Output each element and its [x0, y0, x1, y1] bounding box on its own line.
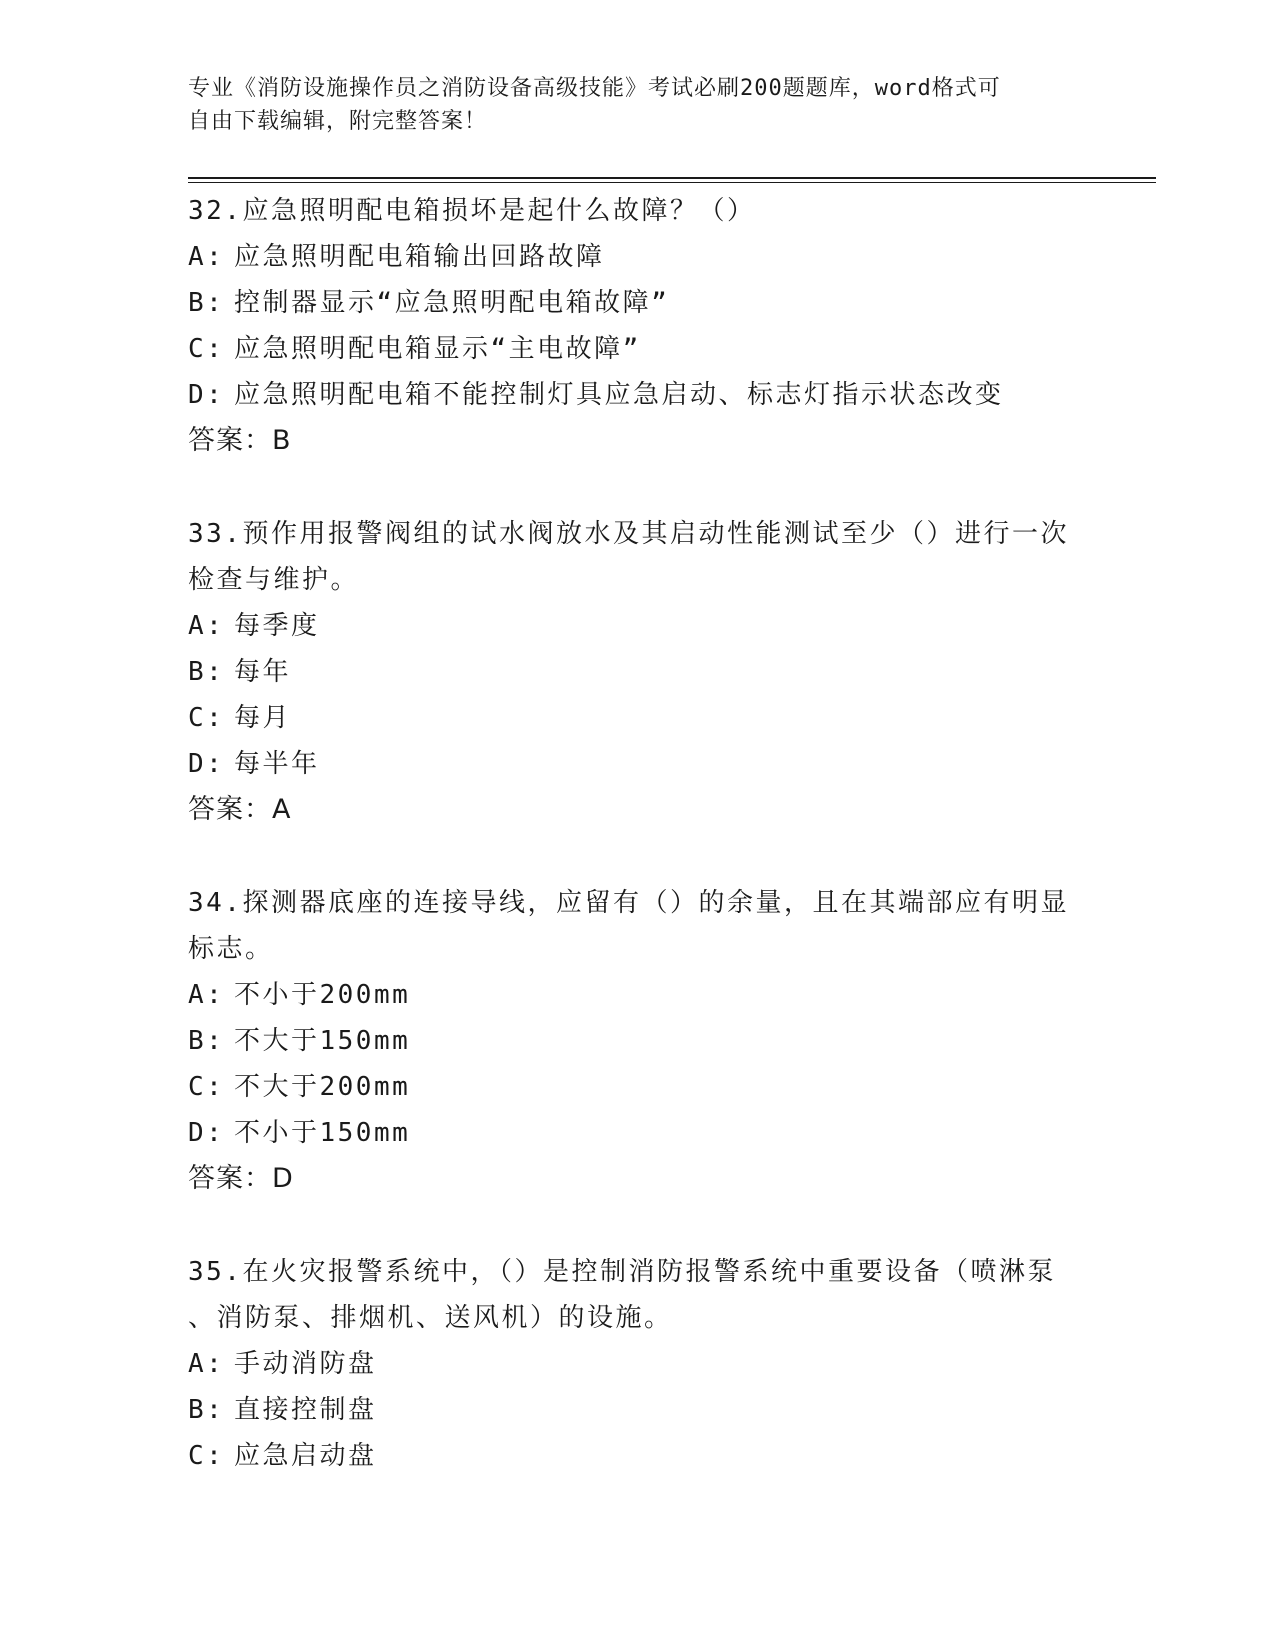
- option-b: [188, 1018, 1088, 1064]
- question-block: [188, 188, 1088, 464]
- option-letter: C:: [188, 334, 225, 364]
- document-header: [188, 72, 1088, 138]
- option-c: [188, 326, 1088, 372]
- header-divider-thick: [188, 177, 1156, 179]
- option-text: 每季度: [234, 611, 320, 641]
- question-block: [188, 880, 1088, 1202]
- option-b: [188, 1387, 1088, 1433]
- option-letter: A:: [188, 980, 225, 1010]
- option-a: [188, 234, 1088, 280]
- option-c: [188, 1064, 1088, 1110]
- option-letter: B:: [188, 657, 225, 687]
- option-letter: D:: [188, 1118, 225, 1148]
- question-stem-continued: 、消防泵、排烟机、送风机）的设施。: [188, 1303, 673, 1333]
- question-stem-continued: 标志。: [188, 934, 274, 964]
- option-text: 应急启动盘: [234, 1441, 377, 1471]
- option-text: 不大于150mm: [234, 1026, 411, 1056]
- option-text: 手动消防盘: [234, 1349, 377, 1379]
- option-a: [188, 972, 1088, 1018]
- option-letter: C:: [188, 1072, 225, 1102]
- option-d: [188, 372, 1088, 418]
- question-stem-continued: 检查与维护。: [188, 565, 360, 595]
- question-stem: 34.探测器底座的连接导线，应留有（）的余量，且在其端部应有明显: [188, 888, 1069, 918]
- option-text: 不小于150mm: [234, 1118, 411, 1148]
- question-list: [188, 188, 1088, 1526]
- option-text: 每半年: [234, 749, 320, 779]
- option-text: 不小于200mm: [234, 980, 411, 1010]
- option-c: [188, 695, 1088, 741]
- option-letter: D:: [188, 380, 225, 410]
- question-stem: 35.在火灾报警系统中，（）是控制消防报警系统中重要设备（喷淋泵: [188, 1257, 1056, 1287]
- option-a: [188, 1341, 1088, 1387]
- question-block: [188, 1249, 1088, 1479]
- option-text: 控制器显示“应急照明配电箱故障”: [234, 288, 670, 318]
- option-letter: A:: [188, 611, 225, 641]
- answer-line: 答案：B: [188, 425, 292, 456]
- option-text: 每年: [234, 657, 292, 687]
- option-text: 直接控制盘: [234, 1395, 377, 1425]
- option-b: [188, 649, 1088, 695]
- question-stem: 32.应急照明配电箱损坏是起什么故障？（）: [188, 196, 756, 226]
- option-letter: A:: [188, 1349, 225, 1379]
- option-letter: A:: [188, 242, 225, 272]
- answer-line: 答案：D: [188, 1163, 294, 1194]
- option-a: [188, 603, 1088, 649]
- option-b: [188, 280, 1088, 326]
- option-letter: D:: [188, 749, 225, 779]
- header-line: 自由下载编辑，附完整答案！: [188, 109, 488, 134]
- option-text: 应急照明配电箱不能控制灯具应急启动、标志灯指示状态改变: [234, 380, 1004, 410]
- option-text: 不大于200mm: [234, 1072, 411, 1102]
- option-d: [188, 741, 1088, 787]
- option-text: 每月: [234, 703, 292, 733]
- option-letter: B:: [188, 1395, 225, 1425]
- answer-line: 答案：A: [188, 794, 292, 825]
- option-letter: C:: [188, 1441, 225, 1471]
- header-line: 专业《消防设施操作员之消防设备高级技能》考试必刷200题题库，word格式可: [188, 76, 1001, 101]
- option-text: 应急照明配电箱显示“主电故障”: [234, 334, 641, 364]
- question-block: [188, 511, 1088, 833]
- option-d: [188, 1110, 1088, 1156]
- question-stem: 33.预作用报警阀组的试水阀放水及其启动性能测试至少（）进行一次: [188, 519, 1069, 549]
- option-text: 应急照明配电箱输出回路故障: [234, 242, 605, 272]
- option-letter: B:: [188, 1026, 225, 1056]
- header-divider-thin: [188, 182, 1156, 183]
- option-c: [188, 1433, 1088, 1479]
- option-letter: B:: [188, 288, 225, 318]
- option-letter: C:: [188, 703, 225, 733]
